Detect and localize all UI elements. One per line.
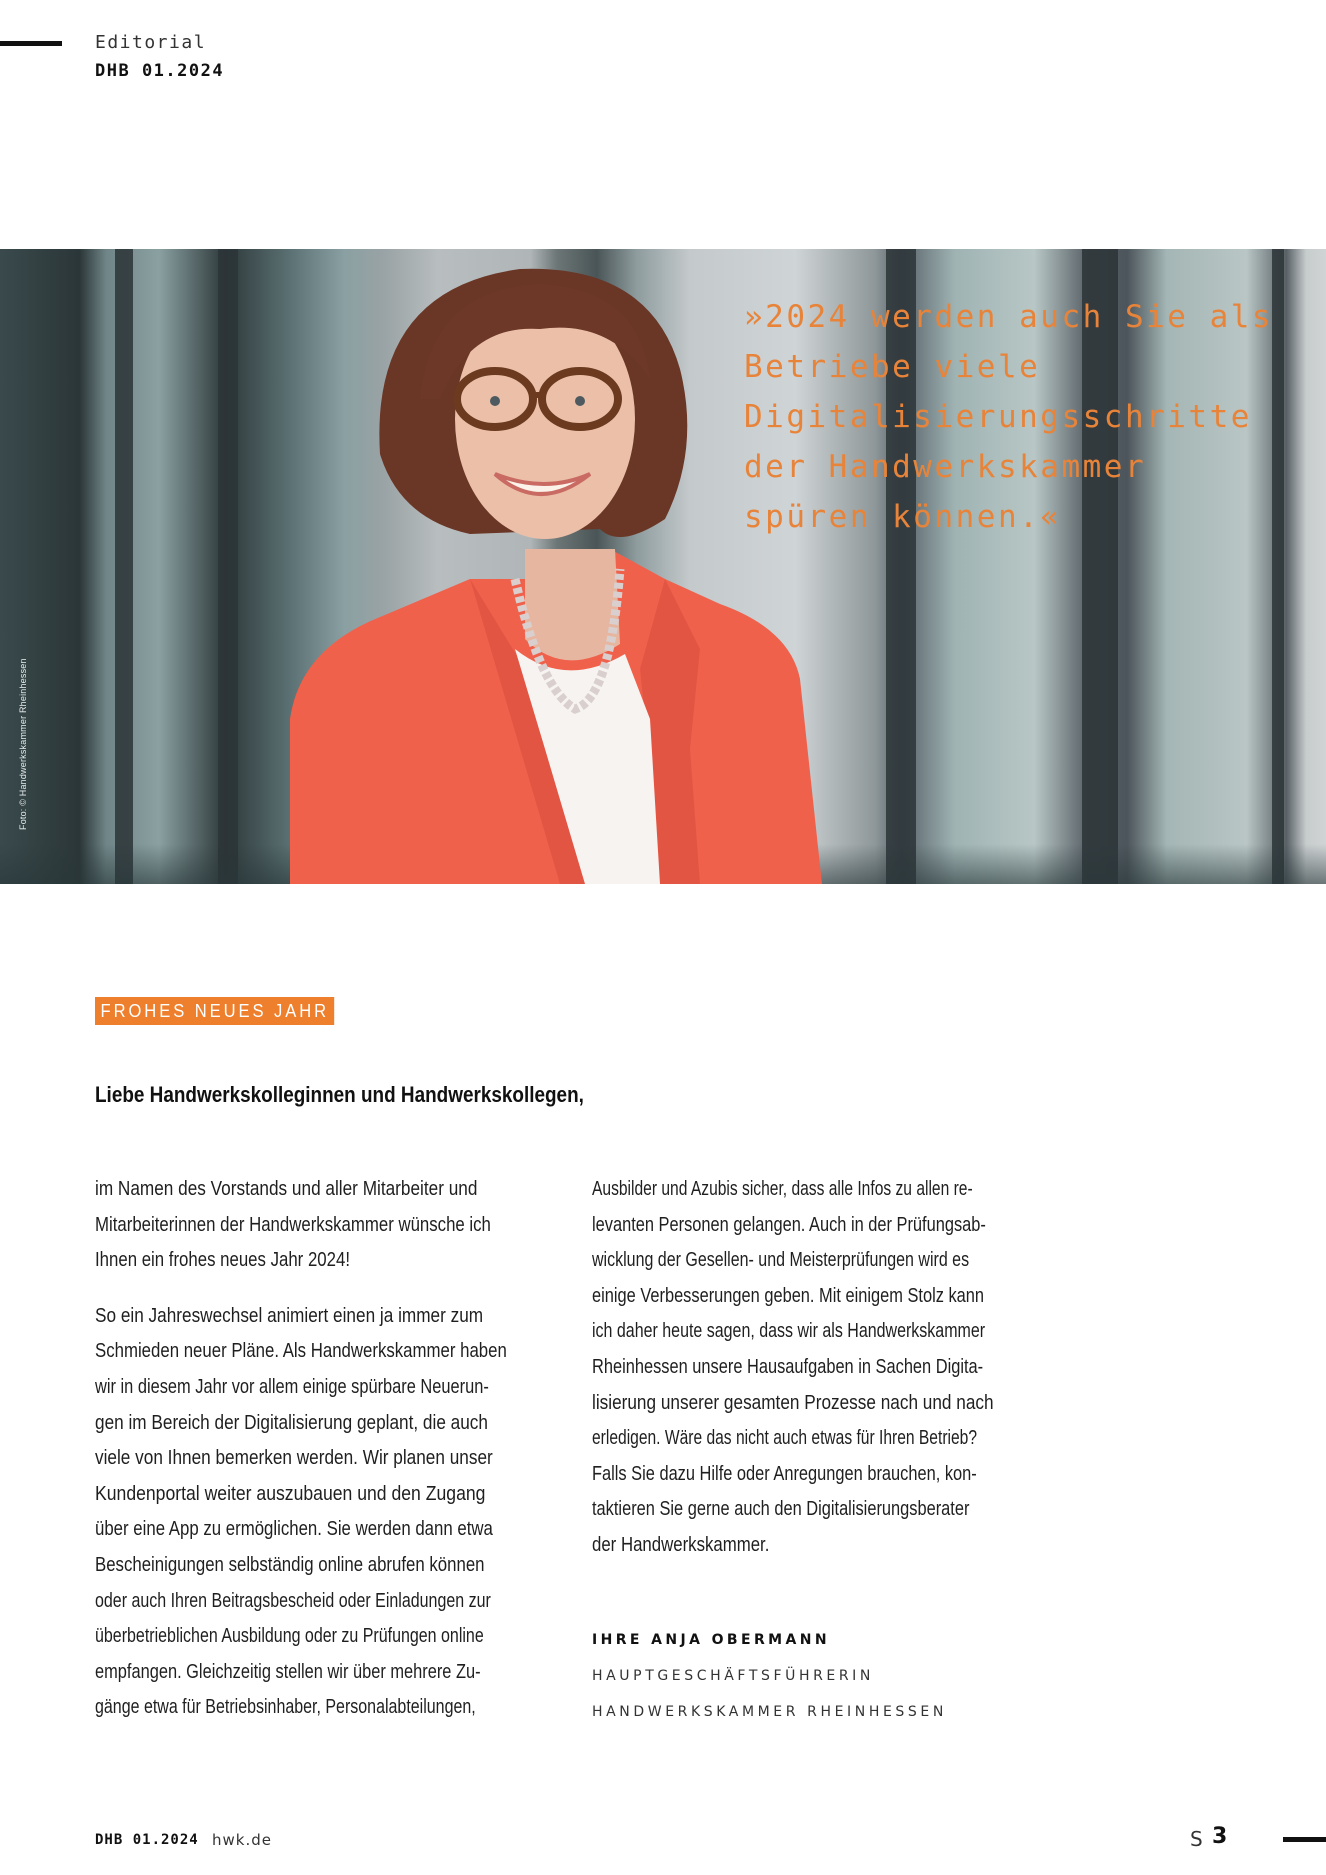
body-line: taktieren Sie gerne auch den Digitalisierungsberater bbox=[592, 1498, 970, 1521]
body-line: über eine App zu ermöglichen. Sie werden dann etwa bbox=[95, 1518, 493, 1541]
body-line: der Handwerkskammer. bbox=[592, 1533, 770, 1556]
body-line: Mitarbeiterinnen der Handwerkskammer wünsche ich bbox=[95, 1213, 491, 1236]
header-rule bbox=[0, 41, 62, 46]
body-line: erledigen. Wäre das nicht auch etwas für Ihren Betrieb? bbox=[592, 1427, 978, 1450]
pull-quote bbox=[744, 292, 1304, 542]
signature-title: HAUPTGESCHÄFTSFÜHRERIN bbox=[592, 1668, 874, 1684]
body-line: gänge etwa für Betriebsinhaber, Personalabteilungen, bbox=[95, 1696, 476, 1719]
body-line: Ausbilder und Azubis sicher, dass alle Infos zu allen re- bbox=[592, 1178, 973, 1200]
quote-line: spüren können.« bbox=[744, 499, 1062, 535]
body-line: Rheinhessen unsere Hausaufgaben in Sachen Digita- bbox=[592, 1355, 984, 1378]
body-line: levanten Personen gelangen. Auch in der Prüfungsab- bbox=[592, 1213, 986, 1236]
body-line: lisierung unserer gesamten Prozesse nach und nach bbox=[592, 1391, 994, 1414]
issue-label: DHB 01.2024 bbox=[95, 61, 225, 81]
body-line: wir in diesem Jahr vor allem einige spürbare Neuerun- bbox=[95, 1375, 489, 1398]
quote-line: Betriebe viele bbox=[744, 349, 1041, 385]
body-line: So ein Jahreswechsel animiert einen ja immer zum bbox=[95, 1304, 484, 1327]
body-line: Kundenportal weiter auszubauen und den Zugang bbox=[95, 1482, 486, 1505]
footer-rule bbox=[1283, 1837, 1326, 1842]
salutation: Liebe Handwerkskolleginnen und Handwerkskollegen, bbox=[95, 1082, 584, 1107]
section-title: Editorial bbox=[95, 32, 207, 53]
body-column-right bbox=[592, 1172, 1065, 1564]
signature-organization: HANDWERKSKAMMER RHEINHESSEN bbox=[592, 1704, 947, 1720]
signature-name: IHRE ANJA OBERMANN bbox=[592, 1632, 830, 1648]
paragraph-gap bbox=[95, 1279, 568, 1299]
body-line: viele von Ihnen bemerken werden. Wir planen unser bbox=[95, 1447, 493, 1470]
quote-line: Digitalisierungsschritte bbox=[744, 399, 1252, 435]
body-line: Ihnen ein frohes neues Jahr 2024! bbox=[95, 1249, 350, 1272]
quote-line: »2024 werden auch Sie als bbox=[744, 299, 1274, 335]
body-line: empfangen. Gleichzeitig stellen wir über mehrere Zu- bbox=[95, 1660, 481, 1683]
signature-block bbox=[592, 1628, 947, 1736]
page-prefix: S bbox=[1190, 1827, 1203, 1851]
body-line: ich daher heute sagen, dass wir als Handwerkskammer bbox=[592, 1320, 986, 1343]
body-line: Falls Sie dazu Hilfe oder Anregungen brauchen, kon- bbox=[592, 1462, 977, 1485]
body-column-left bbox=[95, 1172, 568, 1726]
body-line: Bescheinigungen selbständig online abrufen können bbox=[95, 1553, 485, 1576]
portrait-photo bbox=[0, 249, 1326, 884]
quote-line: der Handwerkskammer bbox=[744, 449, 1147, 485]
page-number: 3 bbox=[1212, 1824, 1228, 1849]
footer-website-link[interactable]: hwk.de bbox=[212, 1831, 272, 1849]
body-line: gen im Bereich der Digitalisierung geplant, die auch bbox=[95, 1411, 488, 1434]
body-line: oder auch Ihren Beitragsbescheid oder Einladungen zur bbox=[95, 1589, 491, 1612]
body-line: im Namen des Vorstands und aller Mitarbeiter und bbox=[95, 1178, 478, 1200]
body-line: Schmieden neuer Pläne. Als Handwerkskammer haben bbox=[95, 1340, 507, 1363]
body-line: überbetrieblichen Ausbildung oder zu Prüfungen online bbox=[95, 1625, 484, 1648]
body-line: einige Verbesserungen geben. Mit einigem Stolz kann bbox=[592, 1284, 985, 1307]
body-line: wicklung der Gesellen- und Meisterprüfungen wird es bbox=[592, 1249, 970, 1272]
photo-credit: Foto: © Handwerkskammer Rheinhessen bbox=[18, 658, 28, 830]
footer-issue: DHB 01.2024 bbox=[95, 1832, 199, 1848]
section-label: FROHES NEUES JAHR bbox=[95, 997, 335, 1025]
